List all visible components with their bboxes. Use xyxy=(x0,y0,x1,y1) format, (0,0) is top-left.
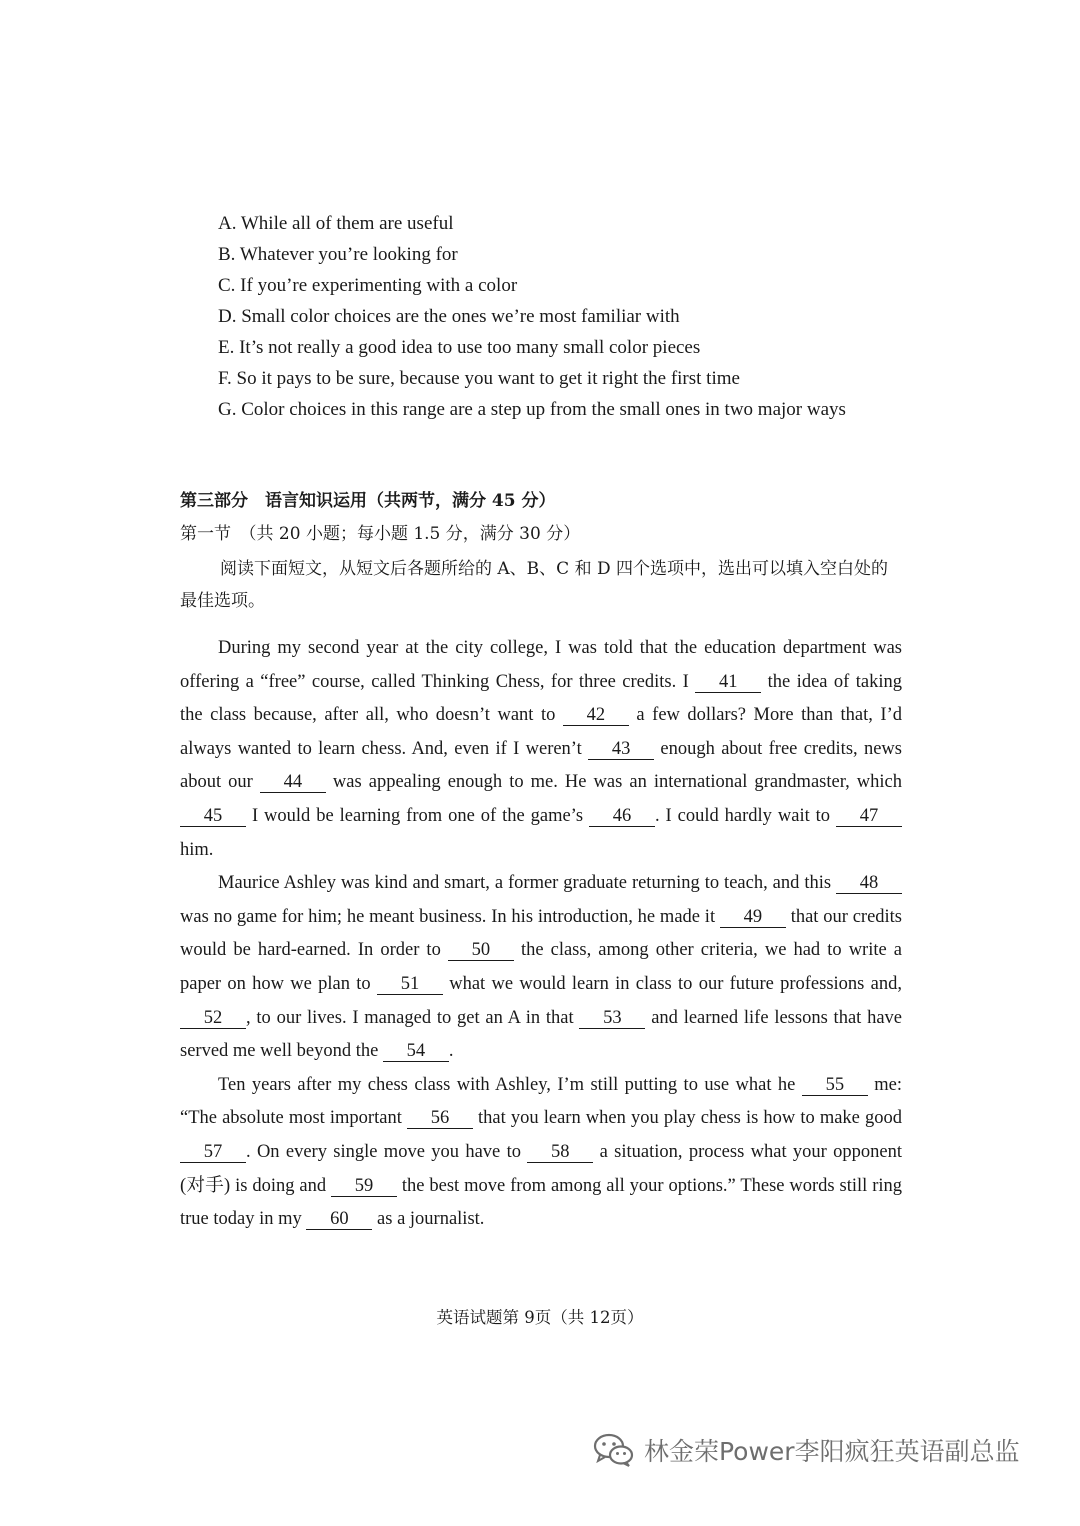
option-e: E. It’s not really a good idea to use too many small color pieces xyxy=(218,337,701,358)
subsection-title: 第一节 （共 20 小题；每小题 1.5 分，满分 30 分） xyxy=(180,524,581,544)
page-footer: 英语试题第 9页（共 12页） xyxy=(436,1308,644,1327)
passage-text: . I could hardly wait to xyxy=(654,805,836,826)
section-title: 第三部分 语言知识运用（共两节，满分 45 分） xyxy=(180,491,556,511)
option-f: F. So it pays to be sure, because you want to get it right the first time xyxy=(218,368,740,389)
blank-43: 43 xyxy=(588,739,654,760)
blank-59: 59 xyxy=(331,1176,397,1197)
blank-41: 41 xyxy=(695,672,761,693)
option-c: C. If you’re experimenting with a color xyxy=(218,275,518,296)
passage-text: that you learn when you play chess is how to make good xyxy=(472,1108,902,1129)
blank-51: 51 xyxy=(377,974,443,995)
blank-44: 44 xyxy=(260,772,326,793)
passage-text: I would be learning from one of the game’s xyxy=(246,805,589,826)
wechat-icon xyxy=(592,1432,636,1468)
passage-text: the idea of taking the class because, after all, who doesn’t want to xyxy=(180,671,902,726)
blank-50: 50 xyxy=(448,940,514,961)
passage-text: Maurice Ashley was kind and smart, a former graduate returning to teach, and this xyxy=(218,873,836,894)
blank-54: 54 xyxy=(383,1041,449,1062)
instruction-text: 阅读下面短文，从短文后各题所给的 A、B、C 和 D 四个选项中，选出可以填入空白处的最佳选项。 xyxy=(180,559,889,611)
passage-text: him. xyxy=(180,839,214,860)
cloze-passage xyxy=(180,632,902,1237)
blank-49: 49 xyxy=(720,907,786,928)
blank-46: 46 xyxy=(589,806,655,827)
option-g: G. Color choices in this range are a step up from the small ones in two major ways xyxy=(218,399,846,420)
passage-text: a situation, process what your opponent (对手) is doing and xyxy=(180,1141,902,1196)
passage-text: and learned life lessons that have served me well beyond the xyxy=(180,1007,902,1062)
passage-text: me: “The absolute most important xyxy=(180,1074,902,1129)
option-d: D. Small color choices are the ones we’re most familiar with xyxy=(218,306,680,327)
passage-text: that our credits would be hard-earned. In order to xyxy=(180,906,903,961)
passage-paragraph xyxy=(180,867,902,1069)
blank-57: 57 xyxy=(180,1142,246,1163)
passage-text: Ten years after my chess class with Ashley, I’m still putting to use what he xyxy=(218,1074,802,1095)
passage-text: as a journalist. xyxy=(372,1209,485,1230)
blank-42: 42 xyxy=(563,705,629,726)
passage-text: the class, among other criteria, we had to write a paper on how we plan to xyxy=(180,940,902,994)
passage-text: a few dollars? More than that, I’d always wanted to learn chess. And, even if I weren’t xyxy=(180,705,902,759)
blank-53: 53 xyxy=(579,1008,645,1029)
passage-paragraph xyxy=(180,1069,902,1237)
option-a: A. While all of them are useful xyxy=(218,213,454,234)
passage-text: During my second year at the city college, I was told that the education department was offering a “free” course, called Thinking Chess, for three credits. I xyxy=(180,638,902,692)
blank-48: 48 xyxy=(836,873,902,894)
option-b: B. Whatever you’re looking for xyxy=(218,244,458,265)
passage-text: was no game for him; he meant business. In his introduction, he made it xyxy=(180,906,720,927)
passage-text: was appealing enough to me. He was an international grandmaster, which xyxy=(325,772,903,793)
passage-text: , to our lives. I managed to get an A in that xyxy=(246,1007,580,1028)
blank-52: 52 xyxy=(180,1008,246,1029)
passage-text: the best move from among all your options.” These words still ring true today in my xyxy=(180,1175,902,1230)
blank-58: 58 xyxy=(527,1142,593,1163)
blank-56: 56 xyxy=(407,1108,473,1129)
passage-text: what we would learn in class to our future professions and, xyxy=(442,973,902,994)
passage-text: . xyxy=(448,1041,454,1062)
blank-45: 45 xyxy=(180,806,246,827)
passage-text: enough about free credits, news about our xyxy=(180,738,902,793)
blank-55: 55 xyxy=(802,1075,868,1096)
answer-options xyxy=(218,208,846,425)
watermark-text: 林金荣Power李阳疯狂英语副总监 xyxy=(644,1437,1020,1466)
watermark xyxy=(592,1430,1020,1470)
passage-paragraph xyxy=(180,632,902,867)
blank-60: 60 xyxy=(306,1209,372,1230)
passage-text: . On every single move you have to xyxy=(246,1141,528,1162)
blank-47: 47 xyxy=(836,806,902,827)
